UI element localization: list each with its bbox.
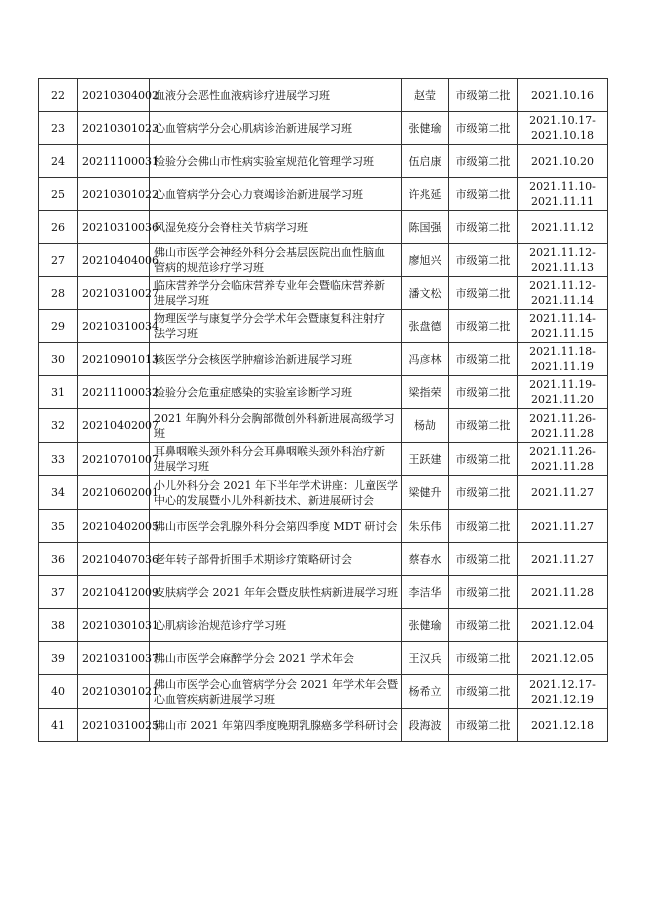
table-row <box>39 642 608 675</box>
course-name-line: 管病的规范诊疗学习班 <box>154 261 264 274</box>
course-level: 市级第二批 <box>449 211 518 244</box>
course-level: 市级第二批 <box>449 244 518 277</box>
course-name <box>150 576 402 609</box>
row-number: 29 <box>39 310 78 343</box>
table-row <box>39 409 608 443</box>
course-date <box>518 343 608 376</box>
course-level: 市级第二批 <box>449 675 518 709</box>
course-code: 20210301022 <box>78 178 150 211</box>
course-code: 20210301031 <box>78 609 150 642</box>
course-date-line: 2021.11.28 <box>531 426 594 440</box>
course-name-line: 检验分会危重症感染的实验室诊断学习班 <box>154 385 352 399</box>
person-in-charge: 杨希立 <box>402 675 449 709</box>
table-body <box>39 79 608 742</box>
course-name <box>150 343 402 376</box>
course-level: 市级第二批 <box>449 112 518 145</box>
person-in-charge: 潘文松 <box>402 277 449 310</box>
course-date-line: 2021.11.18- <box>529 345 596 358</box>
course-name-line: 佛山市医学会乳腺外科分会第四季度 MDT 研讨会 <box>154 519 398 533</box>
course-date-line: 2021.12.19 <box>531 692 594 706</box>
course-name-line: 心血管疾病新进展学习班 <box>154 692 275 706</box>
course-level: 市级第二批 <box>449 310 518 343</box>
course-name <box>150 244 402 277</box>
course-name-line: 临床营养学分会临床营养专业年会暨临床营养新 <box>154 279 385 292</box>
course-date <box>518 510 608 543</box>
table-row <box>39 576 608 609</box>
row-number: 37 <box>39 576 78 609</box>
course-date-line: 2021.11.19- <box>529 378 596 391</box>
course-name-line: 风湿免疫分会脊柱关节病学习班 <box>154 220 308 234</box>
course-name <box>150 79 402 112</box>
course-name-line: 心肌病诊治规范诊疗学习班 <box>154 618 286 632</box>
course-date <box>518 211 608 244</box>
course-date <box>518 277 608 310</box>
person-in-charge: 朱乐伟 <box>402 510 449 543</box>
course-name-line: 老年转子部骨折围手术期诊疗策略研讨会 <box>154 552 352 566</box>
course-date <box>518 178 608 211</box>
person-in-charge: 李洁华 <box>402 576 449 609</box>
course-name <box>150 642 402 675</box>
table-row <box>39 543 608 576</box>
course-name <box>150 178 402 211</box>
course-code: 20210310025 <box>78 709 150 742</box>
course-name-line: 物理医学与康复学分会学术年会暨康复科注射疗 <box>154 312 385 325</box>
course-level: 市级第二批 <box>449 79 518 112</box>
course-name-line: 法学习班 <box>154 327 198 340</box>
row-number: 30 <box>39 343 78 376</box>
course-name <box>150 609 402 642</box>
course-name-line: 耳鼻咽喉头颈外科分会耳鼻咽喉头颈外科治疗新 <box>154 445 385 458</box>
course-name <box>150 443 402 476</box>
course-level: 市级第二批 <box>449 277 518 310</box>
person-in-charge: 蔡春水 <box>402 543 449 576</box>
course-name <box>150 211 402 244</box>
person-in-charge: 王跃建 <box>402 443 449 476</box>
course-name <box>150 709 402 742</box>
course-level: 市级第二批 <box>449 609 518 642</box>
course-level: 市级第二批 <box>449 409 518 443</box>
course-level: 市级第二批 <box>449 510 518 543</box>
table-row <box>39 145 608 178</box>
person-in-charge: 杨劼 <box>402 409 449 443</box>
person-in-charge: 伍启康 <box>402 145 449 178</box>
row-number: 25 <box>39 178 78 211</box>
course-name-line: 进展学习班 <box>154 294 209 307</box>
row-number: 36 <box>39 543 78 576</box>
person-in-charge: 段海波 <box>402 709 449 742</box>
course-date <box>518 675 608 709</box>
course-code: 20210701007 <box>78 443 150 476</box>
row-number: 28 <box>39 277 78 310</box>
course-level: 市级第二批 <box>449 576 518 609</box>
course-code: 20210310034 <box>78 310 150 343</box>
course-name <box>150 145 402 178</box>
table-row <box>39 709 608 742</box>
person-in-charge: 张健瑜 <box>402 609 449 642</box>
course-level: 市级第二批 <box>449 343 518 376</box>
course-name-line: 进展学习班 <box>154 460 209 473</box>
course-code: 20210412009 <box>78 576 150 609</box>
course-name-line: 佛山市医学会心血管病学分会 2021 年学术年会暨 <box>154 677 398 691</box>
course-name <box>150 543 402 576</box>
course-code: 20210304002 <box>78 79 150 112</box>
course-date-line: 2021.11.28 <box>531 460 594 473</box>
course-date <box>518 310 608 343</box>
row-number: 40 <box>39 675 78 709</box>
course-date-line: 2021.10.20 <box>531 154 594 168</box>
course-date <box>518 112 608 145</box>
person-in-charge: 廖旭兴 <box>402 244 449 277</box>
course-code: 20210402005 <box>78 510 150 543</box>
person-in-charge: 陈国强 <box>402 211 449 244</box>
person-in-charge: 梁健升 <box>402 476 449 510</box>
table-row <box>39 476 608 510</box>
course-date-line: 2021.11.19 <box>531 360 594 373</box>
course-date-line: 2021.11.27 <box>531 552 594 566</box>
person-in-charge: 冯彦林 <box>402 343 449 376</box>
course-name-line: 心血管病学分会心肌病诊治新进展学习班 <box>154 121 352 135</box>
person-in-charge: 梁指荣 <box>402 376 449 409</box>
course-level: 市级第二批 <box>449 476 518 510</box>
person-in-charge: 张盘德 <box>402 310 449 343</box>
course-date-line: 2021.11.10- <box>529 180 596 193</box>
course-name-line: 佛山市 2021 年第四季度晚期乳腺癌多学科研讨会 <box>154 718 398 732</box>
row-number: 24 <box>39 145 78 178</box>
course-date-line: 2021.10.17- <box>529 114 596 127</box>
course-date-line: 2021.11.27 <box>531 486 594 499</box>
table-row <box>39 79 608 112</box>
course-date <box>518 642 608 675</box>
course-date-line: 2021.11.27 <box>531 519 594 533</box>
course-name-line: 2021 年胸外科分会胸部微创外科新进展高级学习 <box>154 411 395 425</box>
row-number: 33 <box>39 443 78 476</box>
course-name-line: 心血管病学分会心力衰竭诊治新进展学习班 <box>154 187 363 201</box>
course-date <box>518 543 608 576</box>
course-name <box>150 277 402 310</box>
table-row <box>39 244 608 277</box>
person-in-charge: 张健瑜 <box>402 112 449 145</box>
course-date <box>518 409 608 443</box>
table-row <box>39 211 608 244</box>
row-number: 31 <box>39 376 78 409</box>
course-code: 20210301023 <box>78 112 150 145</box>
course-date-line: 2021.11.14 <box>531 294 594 307</box>
course-date-line: 2021.11.26- <box>529 445 596 458</box>
course-code: 20210310027 <box>78 277 150 310</box>
row-number: 26 <box>39 211 78 244</box>
row-number: 41 <box>39 709 78 742</box>
course-date-line: 2021.10.18 <box>531 129 594 142</box>
course-level: 市级第二批 <box>449 543 518 576</box>
table-row <box>39 178 608 211</box>
course-level: 市级第二批 <box>449 145 518 178</box>
person-in-charge: 赵莹 <box>402 79 449 112</box>
course-date-line: 2021.11.20 <box>531 393 594 406</box>
course-name-line: 小儿外科分会 2021 年下半年学术讲座：儿童医学 <box>154 478 398 492</box>
course-date-line: 2021.11.13 <box>531 261 594 274</box>
course-code: 20210901013 <box>78 343 150 376</box>
course-code: 20210404006 <box>78 244 150 277</box>
course-name-line: 佛山市医学会麻醉学分会 2021 学术年会 <box>154 651 354 665</box>
course-date <box>518 576 608 609</box>
course-name <box>150 112 402 145</box>
course-code: 20211100032 <box>78 376 150 409</box>
table-row <box>39 609 608 642</box>
course-date <box>518 443 608 476</box>
table-row <box>39 277 608 310</box>
table-row <box>39 310 608 343</box>
table-row <box>39 343 608 376</box>
course-date <box>518 376 608 409</box>
course-date <box>518 709 608 742</box>
course-name <box>150 510 402 543</box>
course-date <box>518 79 608 112</box>
course-date-line: 2021.11.12- <box>529 246 596 259</box>
person-in-charge: 王汉兵 <box>402 642 449 675</box>
course-code: 20210407036 <box>78 543 150 576</box>
course-date <box>518 145 608 178</box>
course-name-line: 中心的发展暨小儿外科新技术、新进展研讨会 <box>154 493 374 507</box>
course-name-line: 血液分会恶性血液病诊疗进展学习班 <box>154 88 330 102</box>
course-level: 市级第二批 <box>449 178 518 211</box>
course-code: 20210402007 <box>78 409 150 443</box>
course-date-line: 2021.11.11 <box>531 195 594 208</box>
course-date-line: 2021.11.28 <box>531 585 594 599</box>
table-row <box>39 112 608 145</box>
course-level: 市级第二批 <box>449 709 518 742</box>
course-table <box>38 78 608 742</box>
row-number: 22 <box>39 79 78 112</box>
course-code: 20211100031 <box>78 145 150 178</box>
row-number: 38 <box>39 609 78 642</box>
row-number: 34 <box>39 476 78 510</box>
course-date <box>518 476 608 510</box>
row-number: 39 <box>39 642 78 675</box>
table-row <box>39 675 608 709</box>
course-level: 市级第二批 <box>449 443 518 476</box>
row-number: 32 <box>39 409 78 443</box>
course-level: 市级第二批 <box>449 642 518 675</box>
course-level: 市级第二批 <box>449 376 518 409</box>
course-name <box>150 376 402 409</box>
course-date-line: 2021.12.05 <box>531 651 594 665</box>
course-name-line: 核医学分会核医学肿瘤诊治新进展学习班 <box>154 352 352 366</box>
course-date-line: 2021.11.26- <box>529 411 596 425</box>
course-date <box>518 244 608 277</box>
table-row <box>39 443 608 476</box>
course-date-line: 2021.11.14- <box>529 312 596 325</box>
course-code: 20210602001 <box>78 476 150 510</box>
course-date-line: 2021.11.12 <box>531 220 594 234</box>
course-date-line: 2021.12.18 <box>531 718 594 732</box>
course-name-line: 检验分会佛山市性病实验室规范化管理学习班 <box>154 154 374 168</box>
row-number: 35 <box>39 510 78 543</box>
course-code: 20210301021 <box>78 675 150 709</box>
table-row <box>39 510 608 543</box>
course-code: 20210310036 <box>78 211 150 244</box>
course-name <box>150 675 402 709</box>
row-number: 23 <box>39 112 78 145</box>
course-date-line: 2021.11.12- <box>529 279 596 292</box>
course-name-line: 班 <box>154 426 165 440</box>
table-row <box>39 376 608 409</box>
row-number: 27 <box>39 244 78 277</box>
course-name-line: 佛山市医学会神经外科分会基层医院出血性脑血 <box>154 246 385 259</box>
person-in-charge: 许兆延 <box>402 178 449 211</box>
course-code: 20210310037 <box>78 642 150 675</box>
course-date <box>518 609 608 642</box>
course-name-line: 皮肤病学会 2021 年年会暨皮肤性病新进展学习班 <box>154 585 398 599</box>
course-name <box>150 310 402 343</box>
course-name <box>150 409 402 443</box>
course-date-line: 2021.12.17- <box>529 677 596 691</box>
course-date-line: 2021.11.15 <box>531 327 594 340</box>
course-name <box>150 476 402 510</box>
course-date-line: 2021.10.16 <box>531 88 594 102</box>
course-date-line: 2021.12.04 <box>531 618 594 632</box>
